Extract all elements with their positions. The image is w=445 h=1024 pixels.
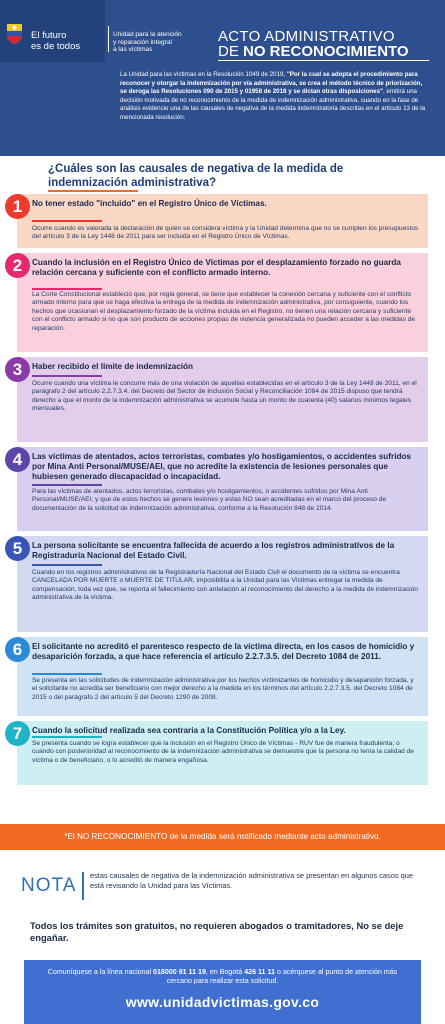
- causal-number-badge: 4: [5, 447, 30, 472]
- causal-item-2: [12, 253, 428, 352]
- causal-body: Cuando en los registros administrativos de la Registraduría Nacional del Estado Civil el documento de la víctima se encuentra CANCELADA POR MUERTE o MUERTE DE TITULAR, imposibilita a la Unidad para las Víctimas entregar la medida de compensación, toda vez que, se reporta el fallecimiento con antelación al reconocimiento del derecho a la medida de indemnización administrativa de la víctima.: [32, 569, 418, 602]
- causal-rule: [32, 375, 102, 377]
- page-title-prefix: DE: [218, 43, 244, 60]
- logo-text: [31, 30, 80, 52]
- causal-rule: [32, 736, 102, 738]
- nota-bar: [82, 872, 84, 900]
- causal-item-7: [12, 721, 428, 785]
- causal-item-3: [12, 357, 428, 442]
- causal-body: Para las víctimas de atentados, actos terroristas, combates y/o hostigamientos, o accidentes sufridos por Mina Anti Personal/MUSE/AEI; y que de estos hechos se genere lesiones y estas NO sean acreditadas en el marco del proceso de documentación de la solicitud de indemnización administrativa, conforme a la Resolución 848 de 2014.: [32, 488, 387, 512]
- causal-item-5: [12, 536, 428, 632]
- causal-number-badge: 7: [5, 721, 30, 746]
- causal-rule: [32, 484, 102, 486]
- causal-body: Ocurre cuando es valorada la declaración de quien se considera víctima y la Unidad determina que no se cumplen los presupuestos del artículo 3 de la Ley 1448 de 2011 para ser incluida en el Registro Único de Víctimas.: [32, 225, 419, 241]
- footer-phone-national: 018000 91 11 19: [153, 968, 206, 976]
- causal-body: Se presenta en las solicitudes de indemnización administrativa por los hechos victimizantes de homicidio y desaparición forzada, y el solicitante no acredita ser beneficiario con mejor derecho a la medida en los términos del artículo 2.2.7.3.5. del Decreto 1084 de 2015 o del parágrafo 2 del artículo 5 del Decreto 1290 de 2008.: [32, 677, 414, 701]
- header: [0, 0, 445, 156]
- footer-text-part-3: o acérquese al punto de atención más cercano para realizar esta solicitud.: [166, 968, 398, 985]
- unit-logo-line-2: y reparación integral: [113, 38, 172, 46]
- footer-text-part-2: , en Bogotá: [205, 968, 245, 976]
- website-link[interactable]: www.unidadvictimas.gov.co: [125, 994, 320, 1010]
- footer-contact-text: [36, 968, 409, 986]
- government-logo: [0, 0, 105, 62]
- nota-text: estas causales de negativa de la indemnización administrativa se presentan en algunos casos que está revisando la Unidad para las Víctimas.: [90, 871, 413, 890]
- causal-rule: [32, 673, 102, 675]
- intro-part-1: La Unidad para las víctimas en la Resolución 1049 de 2019,: [120, 71, 287, 78]
- unit-logo-line-3: a las víctimas: [113, 46, 153, 53]
- section-question: ¿Cuáles son las causales de negativa de la medida de indemnización administrativa?: [48, 163, 344, 189]
- page-title-bold: NO RECONOCIMIENTO: [243, 43, 409, 60]
- footer: [24, 960, 421, 1024]
- causal-body: Se presenta cuando se logra establecer que la inclusión en el Registro Único de Víctimas - RUV fue de manera fraudulenta; o cuando con posterioridad al reconocimiento de la indemnización administrativa se demuestre que la persona no tenía la calidad de víctima o de beneficiario, o lo acreditó de manera engañosa.: [32, 740, 414, 764]
- logo-divider: [108, 26, 109, 52]
- causal-heading: Cuando la inclusión en el Registro Único de Víctimas por el desplazamiento forzado no guarda relación cercana y suficiente con el conflicto armado interno.: [32, 258, 401, 277]
- causal-rule: [32, 564, 102, 566]
- causal-number-badge: 2: [5, 253, 30, 278]
- nota-label: NOTA: [21, 875, 77, 896]
- nota-box: [18, 866, 428, 906]
- page-title-line-2: [218, 43, 409, 60]
- intro-part-2: "Por la cual se adopta el procedimiento para reconocer y otorgar la indemnización por vía administrativa, se crea el método técnico de priorización, se deroga las Resoluciones 090 de 2015 y 01958 de 2018 y se dictan otras disposiciones": [120, 71, 423, 95]
- causal-heading: Haber recibido el límite de indemnización: [32, 362, 194, 371]
- causal-rule: [32, 288, 102, 290]
- logo-line-1: El futuro: [31, 30, 67, 41]
- causal-heading: Cuando la solicitud realizada sea contraria a la Constitución Política y/o a la Ley.: [32, 726, 346, 735]
- colombia-shield-icon: [6, 23, 23, 45]
- free-procedures-notice: Todos los trámites son gratuitos, no requieren abogados o tramitadores, No se deje engañar.: [30, 920, 404, 943]
- causal-heading: No tener estado "incluido" en el Registro Único de Víctimas.: [32, 199, 267, 208]
- causal-body: La Corte Constitucional estableció que, por regla general, se tiene que establecer la conexión cercana y suficiente con el conflicto armado interno para que se haga efectiva la entrega de la medida de indemnización administrativa, por consiguiente, cuando los hechos que ocasionan el desplazamiento forzado de la víctima incluida en el Registro, no tienen una relación cercana y suficiente con el conflicto armado si no que son producto de acciones propias de violencia generalizada no pueden acceder a las medidas de reparación.: [32, 291, 416, 332]
- causal-body: Ocurre cuando una víctima le concurre más de una violación de aquellas establecidas en el artículo 3 de la Ley 1448 de 2011, en el parágrafo 2 del artículo 2.2.7.3.4. del Decreto del Sector de Inclusión Social y Reconciliación 1084 de 2015 dispuso que tendrá derecho a que el monto de la indemnización administrativa se acumule hasta un monto de cuarenta (40) salarios mínimos legales mensuales.: [32, 380, 417, 413]
- causal-item-4: [12, 447, 428, 531]
- causal-number-badge: 6: [5, 637, 30, 662]
- causal-heading: Las víctimas de atentados, actos terroristas, combates y/o hostigamientos, o accidentes sufridos por Mina Anti Personal/MUSE/AEI, que no acredite la existencia de lesiones personales que hubiesen generado discapacidad o incapacidad.: [32, 452, 412, 481]
- logo-line-2: es de todos: [31, 41, 81, 52]
- page-title-line-1: ACTO ADMINISTRATIVO: [218, 28, 395, 45]
- orange-note: *El NO RECONOCIMIENTO de la medida será notificado mediante acto administrativo.: [0, 824, 445, 850]
- intro-part-3: , emitirá una decisión motivada de no reconocimiento de la medida de indemnización administrativa, cuando en la fase de análisis evidencie una de las causales de negativa de la medida indemnizatoria descritas en el artículo 13 de la mencionada resolución.: [120, 88, 426, 121]
- intro-paragraph: [120, 71, 428, 122]
- unit-logo-text: [113, 31, 203, 54]
- causal-item-6: [12, 637, 428, 716]
- footer-text-part-1: Comuníquese a la línea nacional: [47, 968, 154, 976]
- causal-number-badge: 5: [5, 536, 30, 561]
- causal-heading: El solicitante no acreditó el parentesco respecto de la víctima directa, en los casos de homicidio y desaparición forzada, a que hace referencia el artículo 2.2.7.3.5. del Decreto 1084 de 2011.: [32, 642, 415, 661]
- question-rule: [48, 190, 138, 192]
- unit-logo-line-1: Unidad para la atención: [113, 31, 182, 38]
- causal-number-badge: 1: [5, 194, 30, 219]
- causal-rule: [32, 220, 102, 222]
- causal-item-1: [12, 194, 428, 248]
- causal-heading: La persona solicitante se encuentra fallecida de acuerdo a los registros administrativos de la Registraduría Nacional del Estado Civil.: [32, 541, 395, 560]
- footer-phone-bogota: 426 11 11: [244, 968, 275, 976]
- title-rule: [218, 60, 429, 61]
- causal-number-badge: 3: [5, 357, 30, 382]
